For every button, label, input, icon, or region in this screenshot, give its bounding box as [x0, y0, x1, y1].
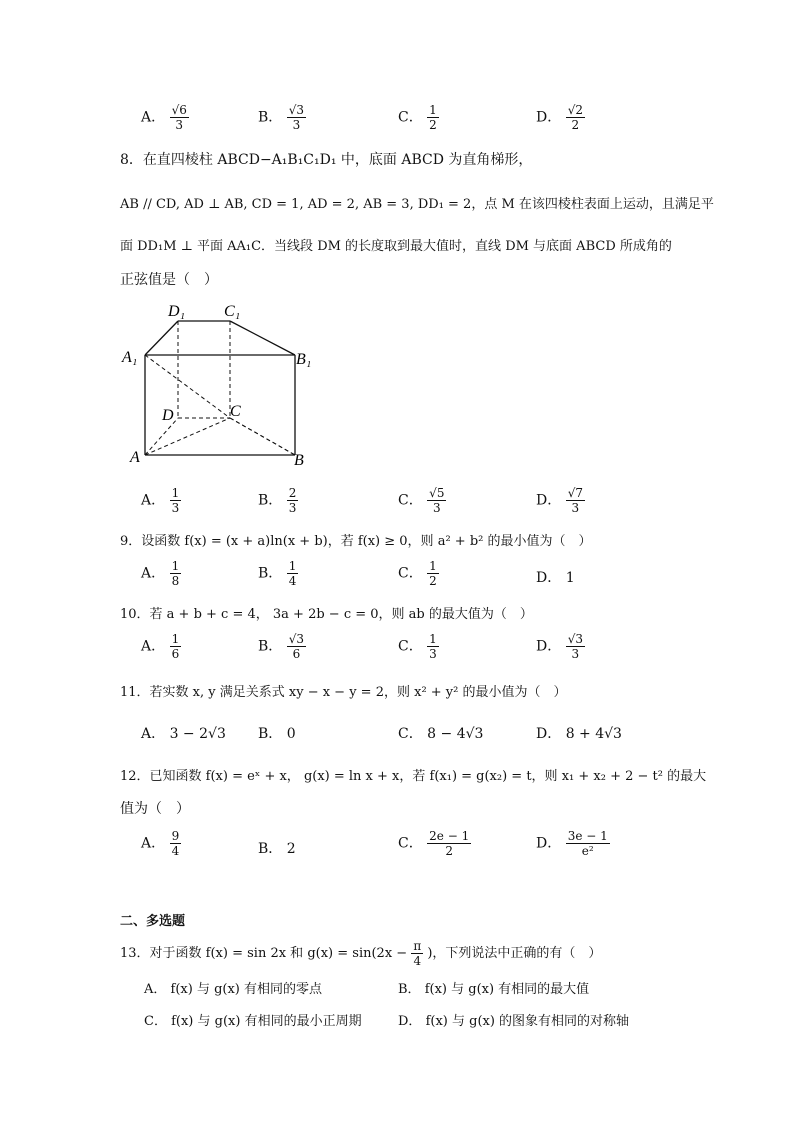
option-fraction: $\frac{√7}{3}$	[567, 486, 583, 515]
option-label: B．	[258, 492, 283, 509]
q10-option-c[interactable]	[398, 632, 439, 661]
q12-stem-line2: 值为（ ）	[120, 801, 190, 817]
option-fraction: $\frac{√6}{3}$	[171, 103, 187, 132]
label-c1: C₁	[224, 303, 241, 320]
option-text: f(x) 与 g(x) 的图象有相同的对称轴	[425, 1014, 630, 1029]
q10-option-b[interactable]	[258, 632, 306, 661]
q13-stem-pre: 13．对于函数 f(x) = sin 2x 和 g(x) = sin(2x −	[120, 946, 408, 961]
option-fraction: $\frac{√5}{3}$	[429, 486, 445, 515]
q7-option-b[interactable]	[258, 103, 306, 132]
option-fraction: $\frac{√2}{2}$	[567, 103, 583, 132]
q9-option-b[interactable]	[258, 559, 298, 588]
option-label: D．	[536, 835, 562, 852]
option-label: D．	[536, 109, 562, 126]
option-fraction: $\frac{1}{2}$	[429, 103, 437, 132]
option-label: B．	[258, 726, 283, 742]
q8-option-a[interactable]	[141, 486, 181, 515]
option-label: A．	[141, 726, 166, 742]
q9-option-c[interactable]	[398, 559, 439, 588]
q13-option-c[interactable]	[144, 1010, 362, 1029]
q12-option-c[interactable]	[398, 829, 471, 858]
option-label: B．	[258, 109, 283, 126]
option-label: A．	[141, 565, 166, 582]
q8-stem-line3: 面 DD₁M ⊥ 平面 AA₁C．当线段 DM 的长度取到最大值时，直线 DM 与底面 ABCD 所成角的	[120, 239, 672, 254]
q13-option-d[interactable]	[398, 1010, 629, 1029]
option-fraction: $\frac{√3}{3}$	[567, 632, 583, 661]
option-text: 3 − 2√3	[169, 726, 226, 742]
option-fraction: $\frac{9}{4}$	[171, 829, 180, 858]
q11-option-c[interactable]	[398, 723, 483, 743]
option-label: C．	[398, 835, 423, 852]
q11-stem: 11．若实数 x, y 满足关系式 xy − x − y = 2，则 x² + y² 的最小值为（ ）	[120, 685, 567, 700]
option-fraction: $\frac{2}{3}$	[288, 486, 297, 515]
edge-d1a1	[145, 321, 178, 355]
edge-a1c	[145, 355, 230, 418]
q8-option-d[interactable]	[536, 486, 585, 515]
option-label: A．	[141, 109, 166, 126]
q11-option-b[interactable]	[258, 723, 296, 743]
option-label: A．	[144, 982, 167, 997]
option-label: C．	[398, 109, 423, 126]
prism-figure	[118, 298, 318, 473]
q13-stem	[120, 939, 601, 968]
q13-stem-fraction: $\frac{\pi}{4}$	[413, 939, 422, 968]
q11-option-a[interactable]	[141, 723, 226, 743]
q12-option-a[interactable]	[141, 829, 181, 858]
option-fraction: $\frac{√3}{6}$	[288, 632, 305, 661]
option-text: f(x) 与 g(x) 有相同的最大值	[424, 982, 590, 997]
q8-option-b[interactable]	[258, 486, 298, 515]
option-label: B．	[398, 982, 421, 997]
q8-option-c[interactable]	[398, 486, 446, 515]
option-fraction: $\frac{1}{4}$	[288, 559, 297, 588]
label-c: C	[230, 403, 241, 420]
q7-option-a[interactable]	[141, 103, 189, 132]
option-label: D．	[398, 1014, 422, 1029]
q8-stem-line1: 8．在直四棱柱 ABCD−A₁B₁C₁D₁ 中，底面 ABCD 为直角梯形，	[120, 152, 533, 168]
label-d1: D₁	[168, 303, 186, 320]
q13-option-a[interactable]	[144, 978, 322, 997]
q8-stem-line2: AB // CD, AD ⊥ AB, CD = 1, AD = 2, AB = 3, DD₁ = 2，点 M 在该四棱柱表面上运动，且满足平	[120, 197, 714, 212]
option-text: f(x) 与 g(x) 有相同的零点	[170, 982, 323, 997]
q9-option-a[interactable]	[141, 559, 181, 588]
option-label: C．	[144, 1014, 167, 1029]
q10-option-a[interactable]	[141, 632, 181, 661]
q7-option-c[interactable]	[398, 103, 439, 132]
label-a: A	[130, 449, 140, 466]
q10-option-d[interactable]	[536, 632, 585, 661]
option-fraction: $\frac{√3}{3}$	[288, 103, 305, 132]
q9-stem: 9．设函数 f(x) = (x + a)ln(x + b)，若 f(x) ≥ 0，则 a² + b² 的最小值为（ ）	[120, 534, 592, 549]
q12-option-d[interactable]	[536, 829, 610, 858]
label-a1: A₁	[122, 349, 138, 366]
label-d: D	[162, 407, 174, 424]
edge-c-b	[230, 418, 295, 455]
option-label: C．	[398, 565, 423, 582]
q10-stem: 10．若 a + b + c = 4， 3a + 2b − c = 0，则 ab 的最大值为（ ）	[120, 607, 533, 622]
q11-option-d[interactable]	[536, 723, 622, 743]
section-title: 二、多选题	[120, 914, 186, 929]
option-fraction: $\frac{1}{6}$	[171, 632, 180, 661]
q7-option-d[interactable]	[536, 103, 585, 132]
option-text: 8 + 4√3	[565, 726, 622, 742]
option-label: C．	[398, 492, 423, 509]
edge-ac	[145, 418, 230, 455]
option-fraction: $\frac{1}{8}$	[171, 559, 180, 588]
option-label: C．	[398, 638, 423, 655]
option-text: f(x) 与 g(x) 有相同的最小正周期	[171, 1014, 362, 1029]
option-label: D．	[536, 570, 562, 586]
q8-stem-line4: 正弦值是（ ）	[120, 272, 218, 288]
option-label: D．	[536, 492, 562, 509]
label-b1: B₁	[296, 351, 312, 368]
label-b: B	[294, 452, 304, 469]
option-label: A．	[141, 492, 166, 509]
option-fraction: $\frac{3e - 1}{\text{e²}}$	[567, 829, 608, 858]
q13-stem-post: )，下列说法中正确的有（ ）	[427, 946, 602, 961]
option-fraction: $\frac{1}{3}$	[171, 486, 180, 515]
option-text: 2	[286, 841, 296, 857]
option-text: 0	[286, 726, 296, 742]
q9-option-d[interactable]	[536, 567, 575, 587]
option-fraction: $\frac{2e - 1}{2}$	[429, 829, 470, 858]
option-label: B．	[258, 638, 283, 655]
option-label: D．	[536, 638, 562, 655]
edge-c1b1	[230, 321, 295, 355]
option-label: B．	[258, 565, 283, 582]
option-label: A．	[141, 835, 166, 852]
option-label: C．	[398, 726, 423, 742]
option-text: 8 − 4√3	[427, 726, 484, 742]
option-label: B．	[258, 841, 283, 857]
option-fraction: $\frac{1}{2}$	[429, 559, 437, 588]
q12-option-b[interactable]	[258, 838, 296, 858]
option-label: D．	[536, 726, 562, 742]
option-text: 1	[565, 570, 575, 586]
option-fraction: $\frac{1}{3}$	[429, 632, 437, 661]
option-label: A．	[141, 638, 166, 655]
q12-stem-line1: 12．已知函数 f(x) = eˣ + x， g(x) = ln x + x，若 f(x₁) = g(x₂) = t，则 x₁ + x₂ + 2 − t² 的最大	[120, 769, 707, 784]
q13-option-b[interactable]	[398, 978, 589, 997]
